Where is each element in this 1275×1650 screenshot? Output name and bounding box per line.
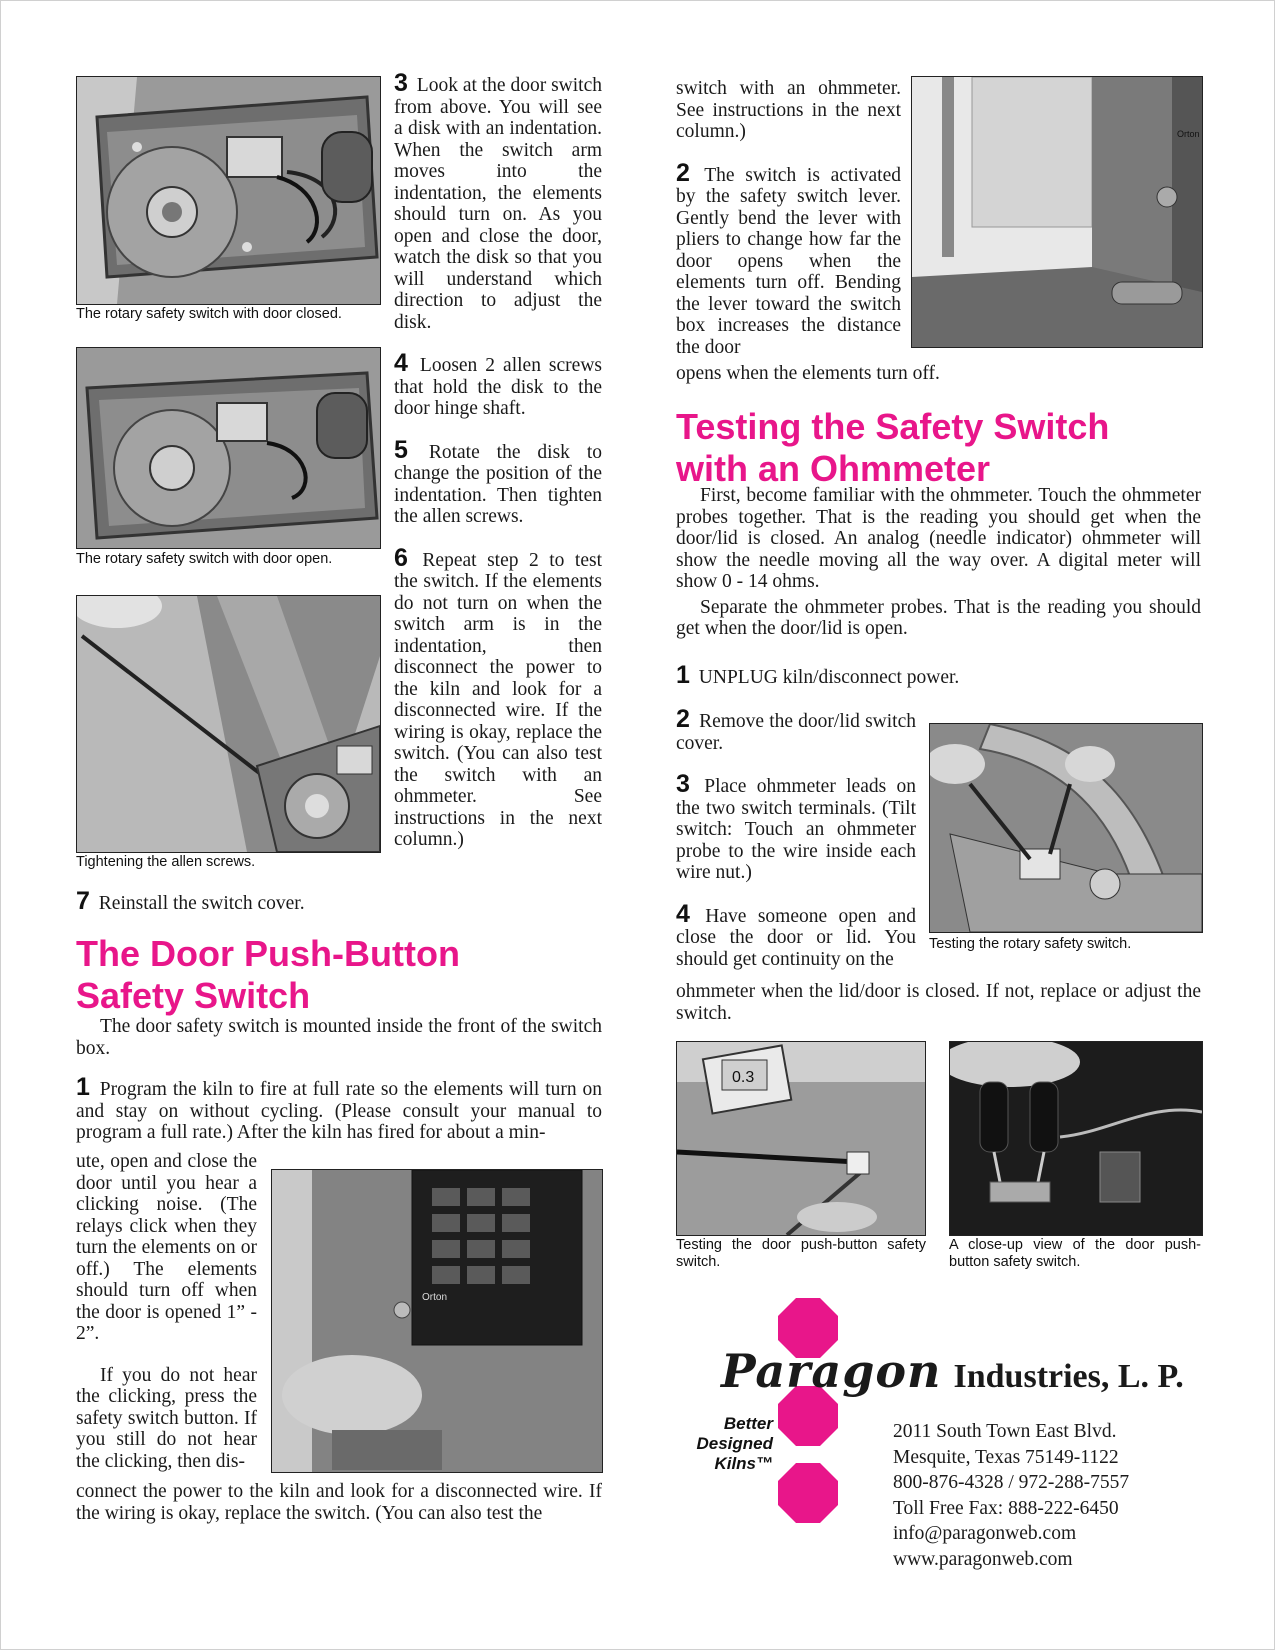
step-7-text: Reinstall the switch cover.: [98, 893, 305, 914]
photo-pushbutton-closeup: [949, 1041, 1203, 1236]
door-paragraph-2: If you do not hear the clicking, press the safety switch button. If you still do not hear the clicking, then dis-: [76, 1364, 257, 1472]
door-heading-line-2: Safety Switch: [76, 975, 311, 1016]
photo-rotary-switch-closed: [76, 76, 381, 305]
ohm-heading-line-2: with an Ohmmeter: [676, 448, 991, 489]
door-step-1-continued: ute, open and close the door until you hear a clicking noise. (The relays click when they turn the elements on or off.) The elements should turn off when the door is opened 1” - 2”.: [76, 1151, 257, 1344]
ohm-step-2-paragraph: [676, 705, 916, 754]
caption-rotary-open: The rotary safety switch with door open.: [76, 551, 333, 567]
address-email[interactable]: info@paragonweb.com: [893, 1523, 1077, 1544]
door-step-1-paragraph: [76, 1073, 602, 1144]
col2-top-text: [676, 78, 901, 358]
photo-rotary-switch-open: [76, 347, 381, 549]
rotary-switch-closed-image: [77, 77, 380, 304]
door-paragraph-2-continued: connect the power to the kiln and look for a disconnected wire. If the wiring is okay, replace the switch. (You can also test the: [76, 1481, 602, 1524]
door-intro: The door safety switch is mounted inside the front of the switch box.: [76, 1016, 602, 1059]
ohm-paragraph-2: Separate the ohmmeter probes. That is the reading you should get when the door/lid is open.: [676, 596, 1201, 639]
step-5-paragraph: [394, 435, 602, 528]
ohm-step-3-text: Place ohmmeter leads on the two switch terminals. (Tilt switch: Touch an ohmmeter probe to the wire inside each wire nut.): [676, 776, 916, 883]
ohm-step-2-number: 2: [676, 705, 690, 733]
step-3-number: 3: [394, 69, 408, 97]
caption-closeup: A close-up view of the door push-button safety switch.: [949, 1237, 1201, 1270]
ohm-heading-line-1: Testing the Safety Switch: [676, 406, 1110, 447]
ohm-steps-narrow: [676, 705, 916, 970]
photo-pushbutton-ohm-test: [676, 1041, 926, 1236]
photo-kiln-lever: [911, 76, 1203, 348]
door-heading-line-1: The Door Push-Button: [76, 933, 460, 974]
steps-rotary-adjust: [394, 69, 602, 851]
company-address-block: [893, 1419, 1223, 1572]
caption-tightening: Tightening the allen screws.: [76, 854, 256, 870]
col2-continuation: switch with an ohmmeter. See instructions in the next column.): [676, 78, 901, 142]
door-section-heading: [76, 933, 602, 1017]
ohm-step-3-paragraph: [676, 770, 916, 884]
step-5-text: Rotate the disk to change the position of the indentation. Then tighten the allen screws.: [394, 441, 602, 527]
step-3-text: Look at the door switch from above. You will see a disk with an indentation. When the switch arm moves into the indentation, the elements should turn on. As you open and close the door, watch the disk so that you will understand which direction to adjust the disk.: [394, 75, 602, 333]
orton-logo-text: Orton: [422, 1292, 448, 1303]
photo-rotary-ohm-test: [929, 723, 1203, 933]
rotary-ohm-test-image: [930, 724, 1202, 932]
ohm-step-4-end: ohmmeter when the lid/door is closed. If not, replace or adjust the switch.: [676, 981, 1201, 1024]
step-3-paragraph: [394, 69, 602, 333]
step-4-paragraph: [394, 349, 602, 420]
step-6-number: 6: [394, 543, 408, 572]
address-phone: 800-876-4328 / 972-288-7557: [893, 1472, 1130, 1493]
lever-step-2-number: 2: [676, 158, 690, 187]
logo-octagon-bottom: [778, 1463, 838, 1523]
company-tagline: [661, 1414, 773, 1474]
photo-door-pushbutton: [271, 1169, 603, 1473]
ohm-step-4-number: 4: [676, 899, 690, 928]
ohm-paragraph-1: First, become familiar with the ohmmeter. Touch the ohmmeter probes together. That is the reading you should get when the door/lid is closed. An analog (needle indicator) ohmmeter will show the needle moving all the way over. A digital meter will show 0 - 14 ohms.: [676, 485, 1201, 592]
ohm-step-4-text: Have someone open and close the door or lid. You should get continuity on the: [676, 905, 916, 970]
company-name-script: Paragon: [721, 1344, 942, 1398]
door-step-1-number: 1: [76, 1073, 90, 1101]
address-fax: Toll Free Fax: 888-222-6450: [893, 1497, 1119, 1519]
tightening-screws-image: [77, 596, 380, 852]
photo-tightening-screws: [76, 595, 381, 853]
ohm-step-2-text: Remove the door/lid switch cover.: [676, 711, 916, 754]
caption-rotary-closed: The rotary safety switch with door closed.: [76, 306, 342, 322]
ohm-step-4-paragraph: [676, 899, 916, 971]
kiln-lever-image: [912, 77, 1202, 347]
tagline-line-2: Designed: [696, 1434, 773, 1453]
ohm-step-1-number: 1: [676, 661, 690, 689]
door-pushbutton-image: [272, 1170, 602, 1472]
rotary-switch-open-image: [77, 348, 380, 548]
tagline-line-3: Kilns™: [714, 1454, 773, 1473]
caption-pushbutton-test: Testing the door push-button safety switch.: [676, 1237, 926, 1270]
address-street: 2011 South Town East Blvd.: [893, 1421, 1117, 1442]
step-6-text: Repeat step 2 to test the switch. If the elements do not turn on when the switch arm is in the indentation, then disconnect the power to the kiln and look for a disconnected wire. If the wiring is okay, replace the switch. (You can also test the switch with an ohmmeter. See instructions in the next column.): [394, 549, 602, 850]
ohm-step-1-paragraph: [676, 661, 1201, 689]
step-7-paragraph: [76, 887, 602, 915]
step-5-number: 5: [394, 435, 408, 464]
caption-rotary-test: Testing the rotary safety switch.: [929, 936, 1132, 952]
lever-step-2-text: The switch is activated by the safety switch lever. Gently bend the lever with pliers to change how far the door opens when the elements turn off. Bending the lever toward the switch box increases the distance the door: [676, 164, 901, 358]
company-name: [721, 1344, 1211, 1398]
step-7-number: 7: [76, 887, 90, 915]
meter-reading-text: 0.3: [732, 1069, 755, 1086]
ohm-step-3-number: 3: [676, 770, 690, 798]
pushbutton-closeup-image: [950, 1042, 1202, 1235]
door-narrow-column: [76, 1151, 257, 1472]
lever-step-2-paragraph: [676, 158, 901, 359]
address-website[interactable]: www.paragonweb.com: [893, 1548, 1073, 1570]
orton-label-text: Orton: [1177, 129, 1200, 139]
tagline-line-1: Better: [723, 1414, 773, 1433]
pushbutton-ohm-test-image: [677, 1042, 925, 1235]
ohm-step-1-text: UNPLUG kiln/disconnect power.: [698, 667, 960, 688]
ohm-section-heading: [676, 406, 1221, 490]
step-4-number: 4: [394, 349, 408, 377]
step-4-text: Loosen 2 allen screws that hold the disk to the door hinge shaft.: [394, 355, 602, 419]
step-6-paragraph: [394, 543, 602, 851]
company-name-rest: Industries, L. P.: [953, 1358, 1184, 1395]
address-city: Mesquite, Texas 75149-1122: [893, 1446, 1119, 1468]
door-step-1-text: Program the kiln to fire at full rate so the elements will turn on and stay on without cycling. (Please consult your manual to program a full rate.) After the kiln has fired for about a min-: [76, 1079, 602, 1143]
lever-step-2-end: opens when the elements turn off.: [676, 363, 940, 384]
ohm-intro: [676, 485, 1201, 640]
